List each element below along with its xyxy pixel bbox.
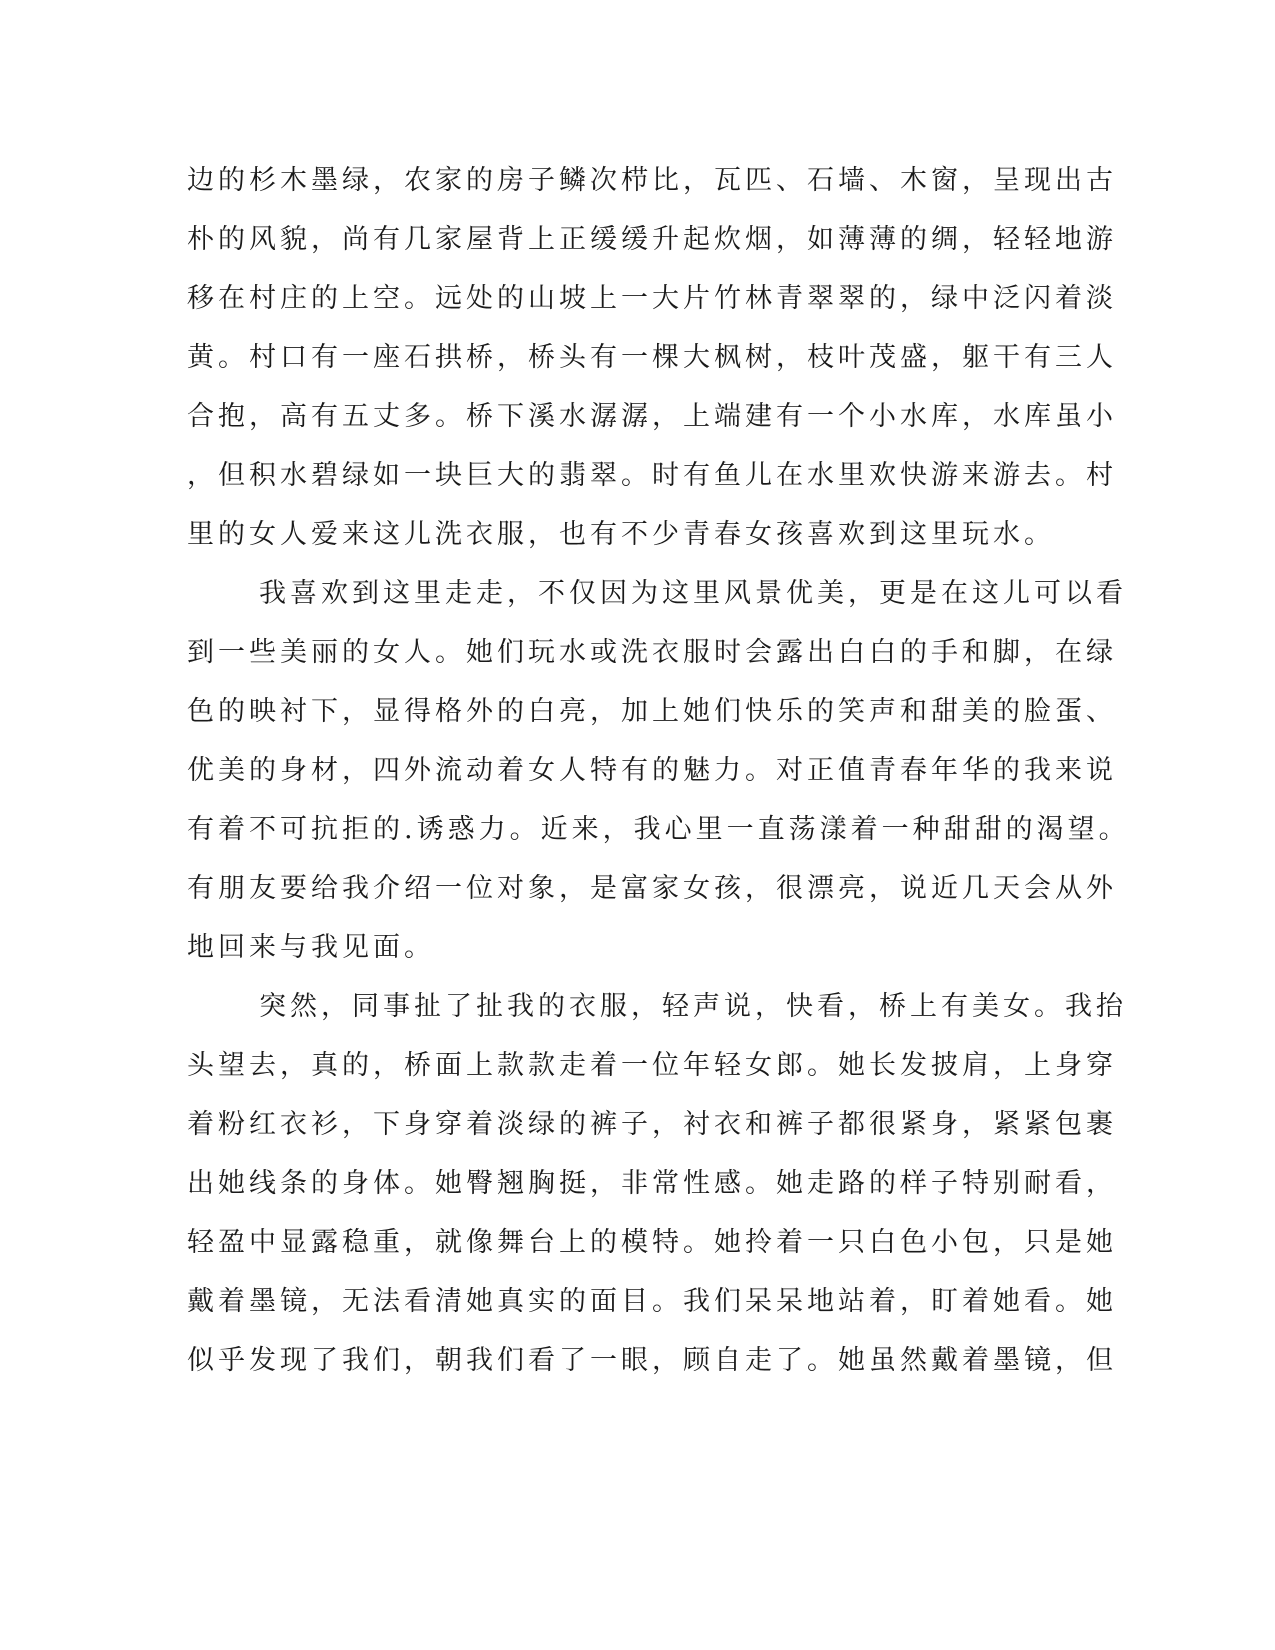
paragraph-2-line-7: 地回来与我见面。 [187, 932, 435, 963]
paragraph-3-line-1: 突然，同事扯了扯我的衣服，轻声说，快看，桥上有美女。我抬 [259, 991, 1127, 1022]
paragraph-1-line-5: 合抱，高有五丈多。桥下溪水潺潺，上端建有一个小水库，水库虽小 [187, 401, 1117, 432]
paragraph-2-line-5: 有着不可抗拒的.诱惑力。近来，我心里一直荡漾着一种甜甜的渴望。 [187, 814, 1130, 845]
paragraph-1-line-3: 移在村庄的上空。远处的山坡上一大片竹林青翠翠的，绿中泛闪着淡 [187, 283, 1117, 314]
paragraph-1-line-7: 里的女人爱来这儿洗衣服，也有不少青春女孩喜欢到这里玩水。 [187, 519, 1055, 550]
paragraph-3-line-2: 头望去，真的，桥面上款款走着一位年轻女郎。她长发披肩，上身穿 [187, 1050, 1117, 1081]
paragraph-3-line-7: 似乎发现了我们，朝我们看了一眼，顾自走了。她虽然戴着墨镜，但 [187, 1345, 1117, 1376]
paragraph-1-line-6: ，但积水碧绿如一块巨大的翡翠。时有鱼儿在水里欢快游来游去。村 [187, 460, 1117, 491]
paragraph-2-line-6: 有朋友要给我介绍一位对象，是富家女孩，很漂亮，说近几天会从外 [187, 873, 1117, 904]
paragraph-2-line-1: 我喜欢到这里走走，不仅因为这里风景优美，更是在这儿可以看 [259, 578, 1127, 609]
paragraph-3-line-4: 出她线条的身体。她臀翘胸挺，非常性感。她走路的样子特别耐看， [187, 1168, 1117, 1199]
paragraph-1-line-4: 黄。村口有一座石拱桥，桥头有一棵大枫树，枝叶茂盛，躯干有三人 [187, 342, 1117, 373]
paragraph-1-line-1: 边的杉木墨绿，农家的房子鳞次栉比，瓦匹、石墙、木窗，呈现出古 [187, 165, 1117, 196]
paragraph-2-line-2: 到一些美丽的女人。她们玩水或洗衣服时会露出白白的手和脚，在绿 [187, 637, 1117, 668]
paragraph-2-line-3: 色的映衬下，显得格外的白亮，加上她们快乐的笑声和甜美的脸蛋、 [187, 696, 1117, 727]
paragraph-3-line-3: 着粉红衣衫，下身穿着淡绿的裤子，衬衣和裤子都很紧身，紧紧包裹 [187, 1109, 1117, 1140]
paragraph-3-line-5: 轻盈中显露稳重，就像舞台上的模特。她拎着一只白色小包，只是她 [187, 1227, 1117, 1258]
paragraph-2-line-4: 优美的身材，四外流动着女人特有的魅力。对正值青春年华的我来说 [187, 755, 1117, 786]
paragraph-3-line-6: 戴着墨镜，无法看清她真实的面目。我们呆呆地站着，盯着她看。她 [187, 1286, 1117, 1317]
paragraph-1-line-2: 朴的风貌，尚有几家屋背上正缓缓升起炊烟，如薄薄的绸，轻轻地游 [187, 224, 1117, 255]
